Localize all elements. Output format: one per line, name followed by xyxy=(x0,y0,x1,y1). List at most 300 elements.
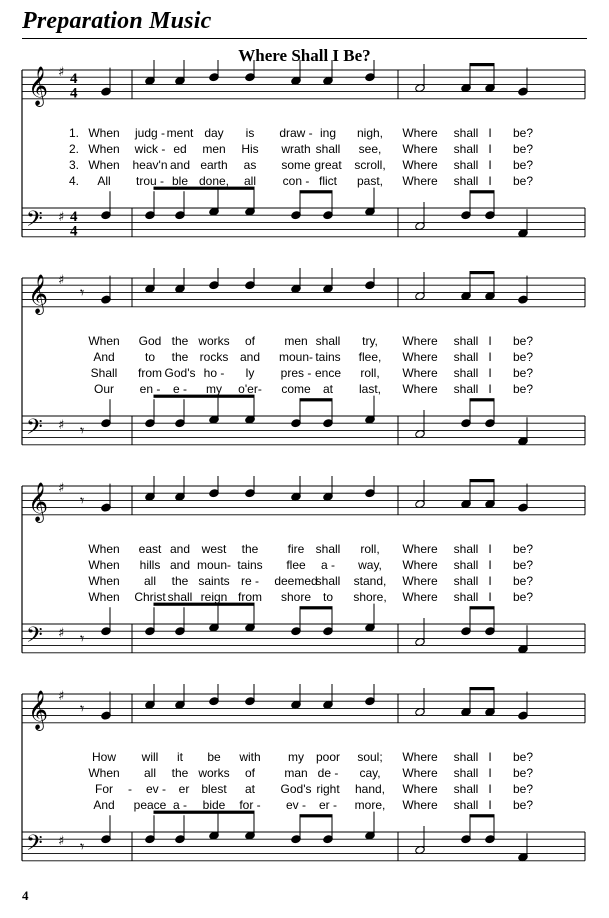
lyric-syllable: man xyxy=(284,766,308,780)
bass-note xyxy=(175,191,185,220)
eighth-rest-icon: 𝄾 xyxy=(80,283,85,302)
lyric-syllable: When xyxy=(88,590,120,604)
bass-note xyxy=(365,188,375,217)
lyric-syllable: be? xyxy=(512,174,534,188)
verse-line xyxy=(0,142,609,157)
bass-note xyxy=(518,209,528,238)
lyric-syllable: Where xyxy=(402,174,438,188)
lyric-syllable: be? xyxy=(512,126,534,140)
lyric-syllable: Where xyxy=(402,750,438,764)
lyric-syllable: the xyxy=(171,350,189,364)
lyric-syllable: past, xyxy=(356,174,384,188)
treble-clef-icon: 𝄞 xyxy=(28,66,49,106)
lyric-syllable: with xyxy=(239,750,261,764)
beam xyxy=(470,479,495,482)
lyric-syllable: When xyxy=(88,558,120,572)
lyric-syllable: all xyxy=(243,174,257,188)
lyric-syllable: shall xyxy=(453,174,479,188)
lyric-syllable: ence xyxy=(314,366,342,380)
bass-note xyxy=(415,618,425,647)
lyric-syllable: nigh, xyxy=(356,126,384,140)
music-system xyxy=(0,684,609,884)
lyric-syllable: And xyxy=(93,798,115,812)
beam xyxy=(470,814,495,817)
lyric-syllable: shall xyxy=(453,366,479,380)
lyric-syllable: tains xyxy=(315,350,341,364)
lyric-syllable: try, xyxy=(362,334,378,348)
beam xyxy=(300,190,333,193)
lyric-syllable: flict xyxy=(319,174,337,188)
lyric-syllable: day xyxy=(204,126,224,140)
treble-note xyxy=(415,688,425,717)
lyric-syllable: shall xyxy=(453,158,479,172)
lyric-syllable: and xyxy=(169,558,191,572)
bass-note xyxy=(323,815,333,844)
treble-note xyxy=(209,684,219,706)
lyric-syllable: be? xyxy=(512,766,534,780)
sharp-icon: ♯ xyxy=(58,626,65,641)
treble-note xyxy=(245,684,255,706)
bass-note xyxy=(101,399,111,428)
verse-line xyxy=(0,350,609,365)
bass-note xyxy=(175,607,185,636)
lyric-syllable: hills xyxy=(139,558,161,572)
lyric-syllable: I xyxy=(488,782,492,796)
lyric-syllable: a - xyxy=(172,798,188,812)
lyric-syllable: more, xyxy=(354,798,386,812)
bass-note xyxy=(145,607,155,636)
sharp-icon: ♯ xyxy=(58,689,65,704)
treble-note xyxy=(323,684,333,709)
lyric-syllable: When xyxy=(88,574,120,588)
bass-note xyxy=(101,191,111,220)
lyric-syllable: heav'n xyxy=(132,158,168,172)
bass-note xyxy=(145,399,155,428)
lyric-syllable: for - xyxy=(239,798,261,812)
bass-note xyxy=(461,399,471,428)
treble-note xyxy=(485,272,495,301)
lyric-syllable: moun- xyxy=(278,350,314,364)
treble-note xyxy=(291,60,301,85)
lyric-syllable: ly xyxy=(245,366,255,380)
lyric-syllable: ble xyxy=(171,174,189,188)
lyric-syllable: shall xyxy=(453,558,479,572)
treble-note xyxy=(175,60,185,85)
lyric-syllable: I xyxy=(488,126,492,140)
lyric-syllable: I xyxy=(488,142,492,156)
lyric-syllable: God's xyxy=(280,782,312,796)
lyric-syllable: Where xyxy=(402,350,438,364)
lyric-syllable: draw - xyxy=(279,126,313,140)
lyric-syllable: - xyxy=(128,782,132,796)
lyric-syllable: When xyxy=(88,142,120,156)
lyric-syllable: saints xyxy=(198,574,230,588)
lyric-syllable: last, xyxy=(358,382,382,396)
bass-note xyxy=(461,815,471,844)
treble-note xyxy=(485,64,495,93)
bass-note xyxy=(145,815,155,844)
treble-note xyxy=(291,476,301,501)
treble-note xyxy=(365,684,375,706)
lyric-syllable: Where xyxy=(402,782,438,796)
lyric-syllable: trou - xyxy=(135,174,165,188)
bass-note xyxy=(175,399,185,428)
lyric-syllable: ho - xyxy=(203,366,225,380)
treble-note xyxy=(461,480,471,509)
lyric-syllable: Shall xyxy=(90,366,118,380)
treble-note xyxy=(145,60,155,85)
lyric-syllable: shall xyxy=(453,334,479,348)
verse-line xyxy=(0,174,609,189)
lyric-syllable: be? xyxy=(512,542,534,556)
lyric-syllable: er xyxy=(178,782,190,796)
treble-note xyxy=(209,60,219,82)
treble-note xyxy=(461,688,471,717)
lyric-syllable: I xyxy=(488,366,492,380)
lyric-syllable: flee, xyxy=(358,350,382,364)
lyric-syllable: roll, xyxy=(360,542,380,556)
lyric-syllable: shore xyxy=(280,590,312,604)
lyric-syllable: the xyxy=(171,334,189,348)
lyric-syllable: judg - xyxy=(134,126,166,140)
lyric-syllable: For xyxy=(95,782,113,796)
bass-clef-icon: 𝄢 xyxy=(26,623,43,653)
bass-note xyxy=(145,191,155,220)
lyric-syllable: Where xyxy=(402,366,438,380)
treble-note xyxy=(365,60,375,82)
lyric-syllable: be? xyxy=(512,558,534,572)
lyric-syllable: some xyxy=(281,158,311,172)
verse-line xyxy=(0,590,609,605)
lyric-syllable: Where xyxy=(402,558,438,572)
lyric-syllable: 4. xyxy=(68,174,80,188)
verse-line xyxy=(0,158,609,173)
lyric-syllable: poor xyxy=(315,750,341,764)
lyric-syllable: Where xyxy=(402,542,438,556)
lyric-syllable: shall xyxy=(453,590,479,604)
lyric-syllable: ed xyxy=(173,142,187,156)
bass-note xyxy=(323,191,333,220)
treble-note xyxy=(175,684,185,709)
lyric-syllable: and xyxy=(169,158,191,172)
lyric-syllable: shore, xyxy=(353,590,387,604)
lyric-syllable: of xyxy=(244,766,256,780)
lyric-syllable: o'er- xyxy=(238,382,262,396)
lyric-syllable: shall xyxy=(453,382,479,396)
lyric-syllable: reign xyxy=(200,590,228,604)
lyric-syllable: come xyxy=(281,382,311,396)
song-title: Where Shall I Be? xyxy=(238,46,371,65)
lyric-syllable: be? xyxy=(512,798,534,812)
bass-note xyxy=(415,410,425,439)
beam xyxy=(300,606,333,609)
lyric-syllable: 2. xyxy=(68,142,80,156)
bass-note xyxy=(518,417,528,446)
lyric-syllable: men xyxy=(202,142,226,156)
lyric-syllable: shall xyxy=(453,142,479,156)
sharp-icon: ♯ xyxy=(58,834,65,849)
treble-note xyxy=(101,692,111,721)
lyric-syllable: wrath xyxy=(281,142,311,156)
lyric-syllable: be? xyxy=(512,574,534,588)
lyric-syllable: to xyxy=(144,350,156,364)
treble-note xyxy=(461,272,471,301)
lyric-syllable: God's xyxy=(164,366,196,380)
verse-line xyxy=(0,766,609,781)
lyric-syllable: I xyxy=(488,590,492,604)
lyric-syllable: shall xyxy=(453,766,479,780)
lyric-syllable: When xyxy=(88,766,120,780)
treble-note xyxy=(518,692,528,721)
treble-note xyxy=(175,476,185,501)
lyric-syllable: earth xyxy=(200,158,228,172)
lyric-syllable: my xyxy=(206,382,222,396)
music-system xyxy=(0,476,609,676)
beam xyxy=(470,687,495,690)
bass-note xyxy=(209,188,219,217)
lyric-syllable: All xyxy=(97,174,111,188)
lyric-syllable: I xyxy=(488,798,492,812)
bass-note xyxy=(291,399,301,428)
lyric-syllable: way, xyxy=(358,558,382,572)
bass-note xyxy=(485,815,495,844)
treble-note xyxy=(485,688,495,717)
beam xyxy=(470,271,495,274)
lyric-syllable: it xyxy=(177,750,183,764)
treble-note xyxy=(518,68,528,97)
bass-note xyxy=(415,202,425,231)
bass-note xyxy=(365,812,375,841)
bass-note xyxy=(101,607,111,636)
treble-note xyxy=(323,60,333,85)
beam xyxy=(300,814,333,817)
bass-note xyxy=(209,396,219,425)
treble-note xyxy=(415,480,425,509)
lyric-syllable: be? xyxy=(512,382,534,396)
eighth-rest-icon: 𝄾 xyxy=(80,491,85,510)
lyric-syllable: er - xyxy=(319,798,337,812)
treble-note xyxy=(365,476,375,498)
lyric-syllable: hand, xyxy=(354,782,386,796)
lyric-syllable: fire xyxy=(287,542,305,556)
treble-note xyxy=(415,64,425,93)
treble-note xyxy=(291,684,301,709)
bass-note xyxy=(291,191,301,220)
lyric-syllable: Where xyxy=(402,334,438,348)
lyric-syllable: I xyxy=(488,174,492,188)
lyric-syllable: Christ xyxy=(134,590,166,604)
lyric-syllable: I xyxy=(488,574,492,588)
bass-note xyxy=(245,188,255,217)
sharp-icon: ♯ xyxy=(58,481,65,496)
treble-note xyxy=(209,476,219,498)
lyric-syllable: flee xyxy=(286,558,306,572)
lyric-syllable: shall xyxy=(315,574,341,588)
lyric-syllable: de - xyxy=(317,766,339,780)
lyric-syllable: Where xyxy=(402,382,438,396)
lyric-syllable: be? xyxy=(512,750,534,764)
section-title: Preparation Music xyxy=(22,8,212,34)
beam xyxy=(470,398,495,401)
lyric-syllable: be? xyxy=(512,142,534,156)
lyric-syllable: When xyxy=(88,334,120,348)
lyric-syllable: I xyxy=(488,334,492,348)
bass-note xyxy=(365,396,375,425)
lyric-syllable: His xyxy=(241,142,259,156)
lyric-syllable: When xyxy=(88,542,120,556)
time-signature: 4 xyxy=(70,71,78,87)
lyric-syllable: of xyxy=(244,334,256,348)
lyric-syllable: from xyxy=(238,590,262,604)
lyric-syllable: to xyxy=(322,590,334,604)
lyric-syllable: I xyxy=(488,750,492,764)
sharp-icon: ♯ xyxy=(58,273,65,288)
lyric-syllable: as xyxy=(243,158,257,172)
lyric-syllable: will xyxy=(141,750,159,764)
lyric-syllable: be? xyxy=(512,366,534,380)
lyric-syllable: I xyxy=(488,382,492,396)
lyric-syllable: tains xyxy=(237,558,263,572)
lyric-syllable: pres - xyxy=(280,366,312,380)
bass-note xyxy=(209,604,219,633)
bass-note xyxy=(461,607,471,636)
treble-note xyxy=(323,268,333,293)
lyric-syllable: is xyxy=(245,126,255,140)
lyric-syllable: Where xyxy=(402,142,438,156)
lyric-syllable: scroll, xyxy=(354,158,386,172)
lyric-syllable: the xyxy=(241,542,259,556)
lyric-syllable: be? xyxy=(512,782,534,796)
bass-note xyxy=(485,399,495,428)
sharp-icon: ♯ xyxy=(58,65,65,80)
sharp-icon: ♯ xyxy=(58,210,65,225)
lyric-syllable: at xyxy=(322,382,334,396)
treble-note xyxy=(323,476,333,501)
treble-note xyxy=(175,268,185,293)
lyric-syllable: peace xyxy=(133,798,167,812)
lyric-syllable: works xyxy=(198,766,230,780)
lyric-syllable: 1. xyxy=(68,126,80,140)
lyric-syllable: Where xyxy=(402,158,438,172)
lyric-syllable: shall xyxy=(453,126,479,140)
bass-note xyxy=(485,191,495,220)
beam xyxy=(470,190,495,193)
lyric-syllable: stand, xyxy=(353,574,387,588)
lyric-syllable: bide xyxy=(202,798,226,812)
lyric-syllable: And xyxy=(93,350,115,364)
treble-note xyxy=(209,268,219,290)
lyric-syllable: When xyxy=(88,126,120,140)
lyric-syllable: How xyxy=(91,750,117,764)
lyric-syllable: east xyxy=(138,542,162,556)
bass-note xyxy=(245,396,255,425)
bass-note xyxy=(209,812,219,841)
lyric-syllable: shall xyxy=(315,142,341,156)
lyric-syllable: Where xyxy=(402,126,438,140)
eighth-rest-icon: 𝄾 xyxy=(80,629,85,648)
bass-note xyxy=(245,812,255,841)
treble-note xyxy=(461,64,471,93)
lyric-syllable: be? xyxy=(512,350,534,364)
lyric-syllable: shall xyxy=(315,542,341,556)
bass-clef-icon: 𝄢 xyxy=(26,415,43,445)
lyric-syllable: shall xyxy=(453,750,479,764)
lyric-syllable: ing xyxy=(319,126,337,140)
lyric-syllable: When xyxy=(88,158,120,172)
treble-note xyxy=(101,276,111,305)
treble-note xyxy=(245,268,255,290)
lyric-syllable: works xyxy=(198,334,230,348)
lyric-syllable: wick - xyxy=(134,142,166,156)
beam xyxy=(470,63,495,66)
eighth-rest-icon: 𝄾 xyxy=(80,837,85,856)
treble-note xyxy=(291,268,301,293)
lyric-syllable: all xyxy=(143,766,157,780)
lyric-syllable: my xyxy=(288,750,304,764)
lyric-syllable: Where xyxy=(402,590,438,604)
lyric-syllable: e - xyxy=(172,382,188,396)
header-rule xyxy=(22,38,587,39)
lyric-syllable: at xyxy=(244,782,256,796)
lyric-syllable: en - xyxy=(139,382,161,396)
beam xyxy=(300,398,333,401)
bass-note xyxy=(518,625,528,654)
lyric-syllable: shall xyxy=(315,334,341,348)
treble-note xyxy=(245,60,255,82)
lyric-syllable: shall xyxy=(453,542,479,556)
treble-note xyxy=(145,476,155,501)
treble-note xyxy=(101,484,111,513)
lyric-syllable: be? xyxy=(512,158,534,172)
lyric-syllable: and xyxy=(239,350,261,364)
lyric-syllable: men xyxy=(284,334,308,348)
lyric-syllable: moun- xyxy=(196,558,232,572)
music-system xyxy=(0,268,609,468)
treble-clef-icon: 𝄞 xyxy=(28,482,49,522)
bass-note xyxy=(175,815,185,844)
page-number: 4 xyxy=(22,888,29,903)
lyric-syllable: west xyxy=(201,542,227,556)
lyric-syllable: be? xyxy=(512,590,534,604)
lyric-syllable: roll, xyxy=(360,366,380,380)
treble-note xyxy=(145,684,155,709)
lyric-syllable: cay, xyxy=(359,766,381,780)
lyric-syllable: ev - xyxy=(145,782,167,796)
bass-note xyxy=(291,815,301,844)
verse-line xyxy=(0,558,609,573)
treble-clef-icon: 𝄞 xyxy=(28,274,49,314)
lyric-syllable: I xyxy=(488,542,492,556)
eighth-rest-icon: 𝄾 xyxy=(80,421,85,440)
lyric-syllable: ev - xyxy=(285,798,307,812)
lyric-syllable: 3. xyxy=(68,158,80,172)
verse-line xyxy=(0,798,609,813)
lyric-syllable: God xyxy=(138,334,162,348)
bass-note xyxy=(291,607,301,636)
verse-line xyxy=(0,334,609,349)
bass-note xyxy=(323,399,333,428)
time-signature: 4 xyxy=(70,209,78,225)
lyric-syllable: done, xyxy=(198,174,230,188)
time-signature: 4 xyxy=(70,85,78,102)
treble-note xyxy=(518,484,528,513)
lyric-syllable: rocks xyxy=(199,350,229,364)
lyric-syllable: and xyxy=(169,542,191,556)
lyric-syllable: deemed xyxy=(274,574,318,588)
bass-note xyxy=(323,607,333,636)
bass-note xyxy=(365,604,375,633)
verse-line xyxy=(0,126,609,141)
